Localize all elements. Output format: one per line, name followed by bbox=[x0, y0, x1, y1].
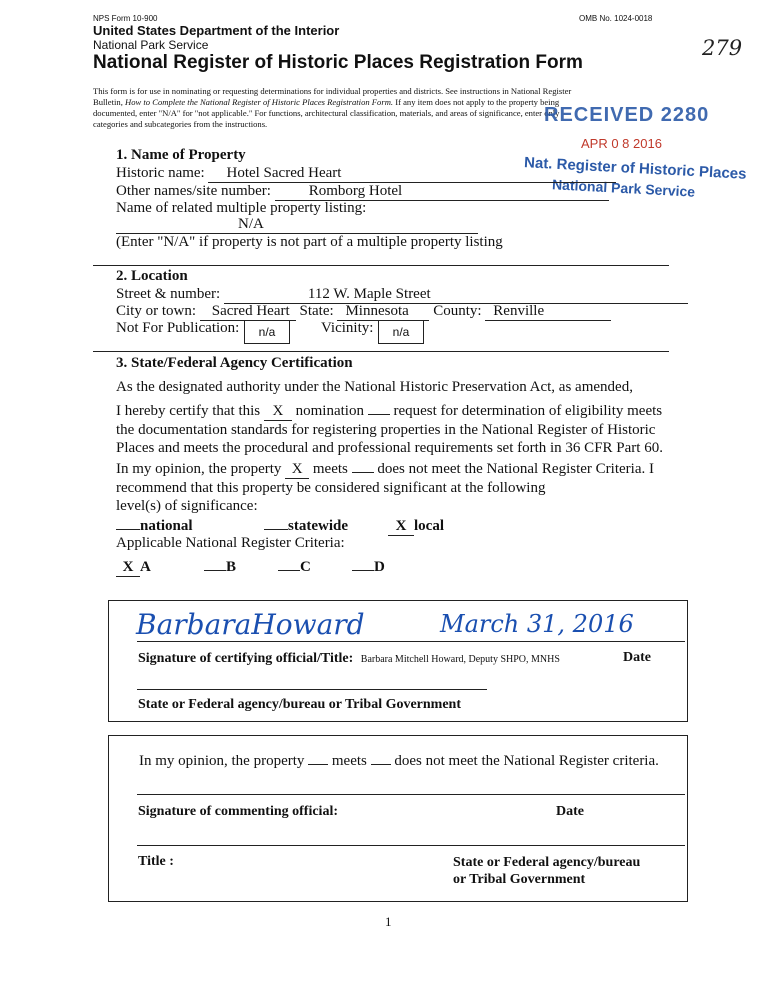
certification-statement: I hereby certify that this X nomination request for determination of eligibility meets the documentation standards for registering properties in the National Register of Historic Places and meets the procedural and professional requirements set forth in 36 CFR Part 60. bbox=[116, 403, 663, 456]
does-not-meet-mark bbox=[352, 472, 374, 473]
stamp-date: APR 0 8 2016 bbox=[581, 136, 662, 151]
authority-statement: As the designated authority under the National Historic Preservation Act, as amended, bbox=[116, 379, 633, 395]
related-listing-note: (Enter "N/A" if property is not part of a multiple property listing bbox=[116, 234, 503, 250]
divider bbox=[93, 351, 669, 352]
other-names-row: Other names/site number: Romborg Hotel bbox=[116, 183, 609, 201]
other-names-value: Romborg Hotel bbox=[275, 183, 609, 201]
vicinity-label: Vicinity: bbox=[321, 320, 374, 336]
service: National Park Service bbox=[93, 38, 209, 52]
related-listing-value: N/A bbox=[116, 216, 478, 234]
county-value: Renville bbox=[485, 303, 611, 321]
agency-line bbox=[137, 689, 487, 690]
stamp-service: National Park Service bbox=[551, 176, 696, 200]
signature-date: March 31, 2016 bbox=[440, 610, 634, 638]
section3-heading: 3. State/Federal Agency Certification bbox=[116, 355, 353, 371]
certifying-date-label: Date bbox=[623, 650, 651, 665]
omb-number: OMB No. 1024-0018 bbox=[579, 14, 653, 23]
divider bbox=[93, 265, 669, 266]
historic-name-value: Hotel Sacred Heart bbox=[208, 165, 616, 183]
criterion-c: C bbox=[278, 559, 311, 576]
commenting-title-line bbox=[137, 845, 685, 846]
stamp-register: Nat. Register of Historic Places bbox=[523, 154, 747, 183]
certifying-sig-row: Signature of certifying official/Title: Barbara Mitchell Howard, Deputy SHPO, MNHS bbox=[138, 651, 560, 666]
state-value: Minnesota bbox=[337, 303, 429, 321]
received-stamp: RECEIVED 2280 bbox=[544, 104, 710, 126]
commenting-opinion: In my opinion, the property meets does not meet the National Register criteria. bbox=[139, 753, 659, 769]
historic-name-row: Historic name: Hotel Sacred Heart bbox=[116, 165, 616, 183]
criterion-b: B bbox=[204, 559, 236, 576]
level-national: national bbox=[116, 518, 193, 535]
commenting-sig-label: Signature of commenting official: bbox=[138, 804, 338, 819]
level-local: X local bbox=[388, 518, 444, 536]
page-number: 1 bbox=[385, 914, 392, 929]
form-title: National Register of Historic Places Registration Form bbox=[93, 52, 583, 73]
commenting-date-label: Date bbox=[556, 804, 584, 819]
form-number: NPS Form 10-900 bbox=[93, 14, 158, 23]
department: United States Department of the Interior bbox=[93, 23, 340, 38]
vicinity-field[interactable]: n/a bbox=[378, 320, 424, 344]
city-row: City or town: Sacred Heart State: Minnesota County: Renville bbox=[116, 303, 611, 321]
nomination-mark: X bbox=[264, 402, 292, 421]
certifying-agency-label: State or Federal agency/bureau or Tribal Government bbox=[138, 697, 462, 712]
street-value: 112 W. Maple Street bbox=[224, 286, 688, 304]
criterion-a: X A bbox=[116, 559, 151, 577]
signature: BarbaraHoward bbox=[136, 608, 365, 641]
level-statewide: statewide bbox=[264, 518, 348, 535]
handwritten-page-number: 279 bbox=[702, 36, 743, 60]
official-name: Barbara Mitchell Howard, Deputy SHPO, MNHS bbox=[360, 654, 560, 665]
commenting-agency-label: State or Federal agency/bureau or Tribal Government bbox=[453, 855, 641, 887]
opinion-statement: In my opinion, the property X meets does not meet the National Register Criteria. I recommend that this property be considered significant at the following level(s) of significance: bbox=[116, 461, 654, 514]
nfp-label: Not For Publication: bbox=[116, 320, 240, 336]
related-listing-label: Name of related multiple property listing: bbox=[116, 200, 367, 216]
signature-line bbox=[137, 641, 685, 642]
city-value: Sacred Heart bbox=[200, 303, 296, 321]
instructions: This form is for use in nominating or requesting determinations for individual properties and districts. See instructions in National Register Bulletin, How to Complete the National Register of Historic Places Registration Form. If any item does not apply to the property being documented, enter "N/A" for "not applicable." For functions, architectural classification, materials, and areas of significance, enter only categories and subcategories from the instructions. bbox=[93, 86, 572, 129]
street-row: Street & number: 112 W. Maple Street bbox=[116, 286, 688, 304]
nfp-field[interactable]: n/a bbox=[244, 320, 290, 344]
section2-heading: 2. Location bbox=[116, 268, 188, 284]
section1-heading: 1. Name of Property bbox=[116, 147, 246, 163]
commenting-title-label: Title : bbox=[138, 854, 174, 869]
commenting-signature-line bbox=[137, 794, 685, 795]
criteria-label: Applicable National Register Criteria: bbox=[116, 535, 345, 551]
request-mark bbox=[368, 414, 390, 415]
criterion-d: D bbox=[352, 559, 385, 576]
meets-mark: X bbox=[285, 460, 309, 479]
